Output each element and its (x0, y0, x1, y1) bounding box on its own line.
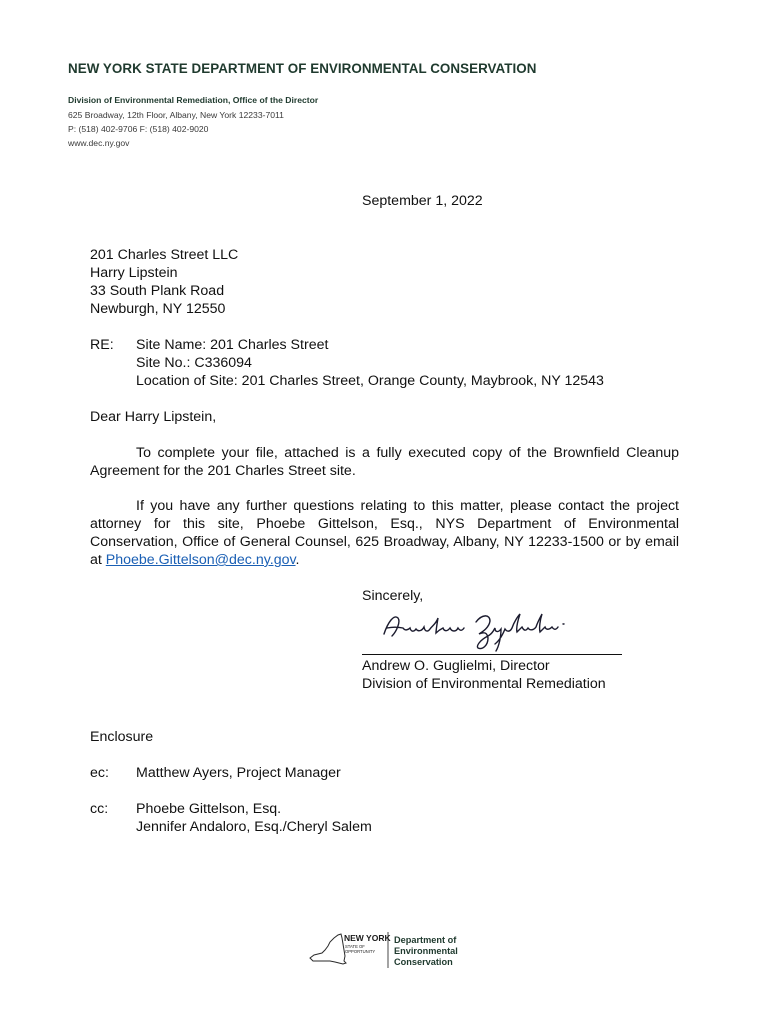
ec-recipient: Matthew Ayers, Project Manager (136, 765, 341, 781)
recipient-line: 201 Charles Street LLC (90, 247, 239, 263)
logo-ny-line1: NEW YORK (344, 933, 391, 943)
contact-end: . (295, 552, 300, 568)
contact-text: If you have any further questions relating to this matter, please contact the project attorney for this site, Phoebe Gittelson, Esq., NYS Department of Environmental Conservation, Office of General Counsel, 625 Broadway, Albany, NY 12233-1500 or by email at (90, 498, 679, 568)
signature-image (378, 608, 568, 654)
salutation: Dear Harry Lipstein, (90, 409, 217, 425)
division-name: Division of Environmental Remediation, Office of the Director (68, 95, 319, 105)
cc-label: cc: (90, 801, 109, 817)
signer-division: Division of Environmental Remediation (362, 676, 606, 692)
agency-phone: P: (518) 402-9706 F: (518) 402-9020 (68, 124, 209, 134)
signature-line (362, 654, 622, 655)
recipient-line: 33 South Plank Road (90, 283, 225, 299)
logo-dept-line2: Environmental (394, 946, 458, 956)
re-line: Site No.: C336094 (136, 355, 252, 371)
cc-recipients (136, 800, 372, 836)
recipient-address (90, 246, 238, 318)
cc-line: Phoebe Gittelson, Esq. (136, 801, 282, 817)
re-line: Site Name: 201 Charles Street (136, 337, 329, 353)
re-block (136, 336, 604, 390)
closing: Sincerely, (362, 588, 424, 604)
cc-line: Jennifer Andaloro, Esq./Cheryl Salem (136, 819, 372, 835)
ny-state-outline-icon (310, 934, 346, 964)
logo-ny-line2: STATE OF (345, 944, 365, 949)
paragraph-file-attached: To complete your file, attached is a fully executed copy of the Brownfield Cleanup Agreement for the 201 Charles Street site. (90, 445, 679, 479)
logo-dept-line3: Conservation (394, 957, 453, 967)
signer-block (362, 657, 606, 693)
ec-label: ec: (90, 765, 109, 781)
agency-title: NEW YORK STATE DEPARTMENT OF ENVIRONMENTAL CONSERVATION (68, 61, 537, 76)
signer-name-title: Andrew O. Guglielmi, Director (362, 658, 550, 674)
recipient-line: Harry Lipstein (90, 265, 178, 281)
agency-address: 625 Broadway, 12th Floor, Albany, New York 12233-7011 (68, 110, 284, 120)
logo-dept-line1: Department of (394, 935, 457, 945)
letter-date: September 1, 2022 (362, 193, 483, 209)
nys-dec-logo (308, 928, 478, 972)
paragraph-contact (90, 497, 679, 569)
recipient-line: Newburgh, NY 12550 (90, 301, 226, 317)
logo-ny-line3: OPPORTUNITY (345, 949, 376, 954)
agency-website: www.dec.ny.gov (68, 138, 130, 148)
re-line: Location of Site: 201 Charles Street, Orange County, Maybrook, NY 12543 (136, 373, 604, 389)
email-link[interactable]: Phoebe.Gittelson@dec.ny.gov (105, 552, 296, 568)
enclosure-note: Enclosure (90, 729, 154, 745)
re-label: RE: (90, 337, 114, 353)
